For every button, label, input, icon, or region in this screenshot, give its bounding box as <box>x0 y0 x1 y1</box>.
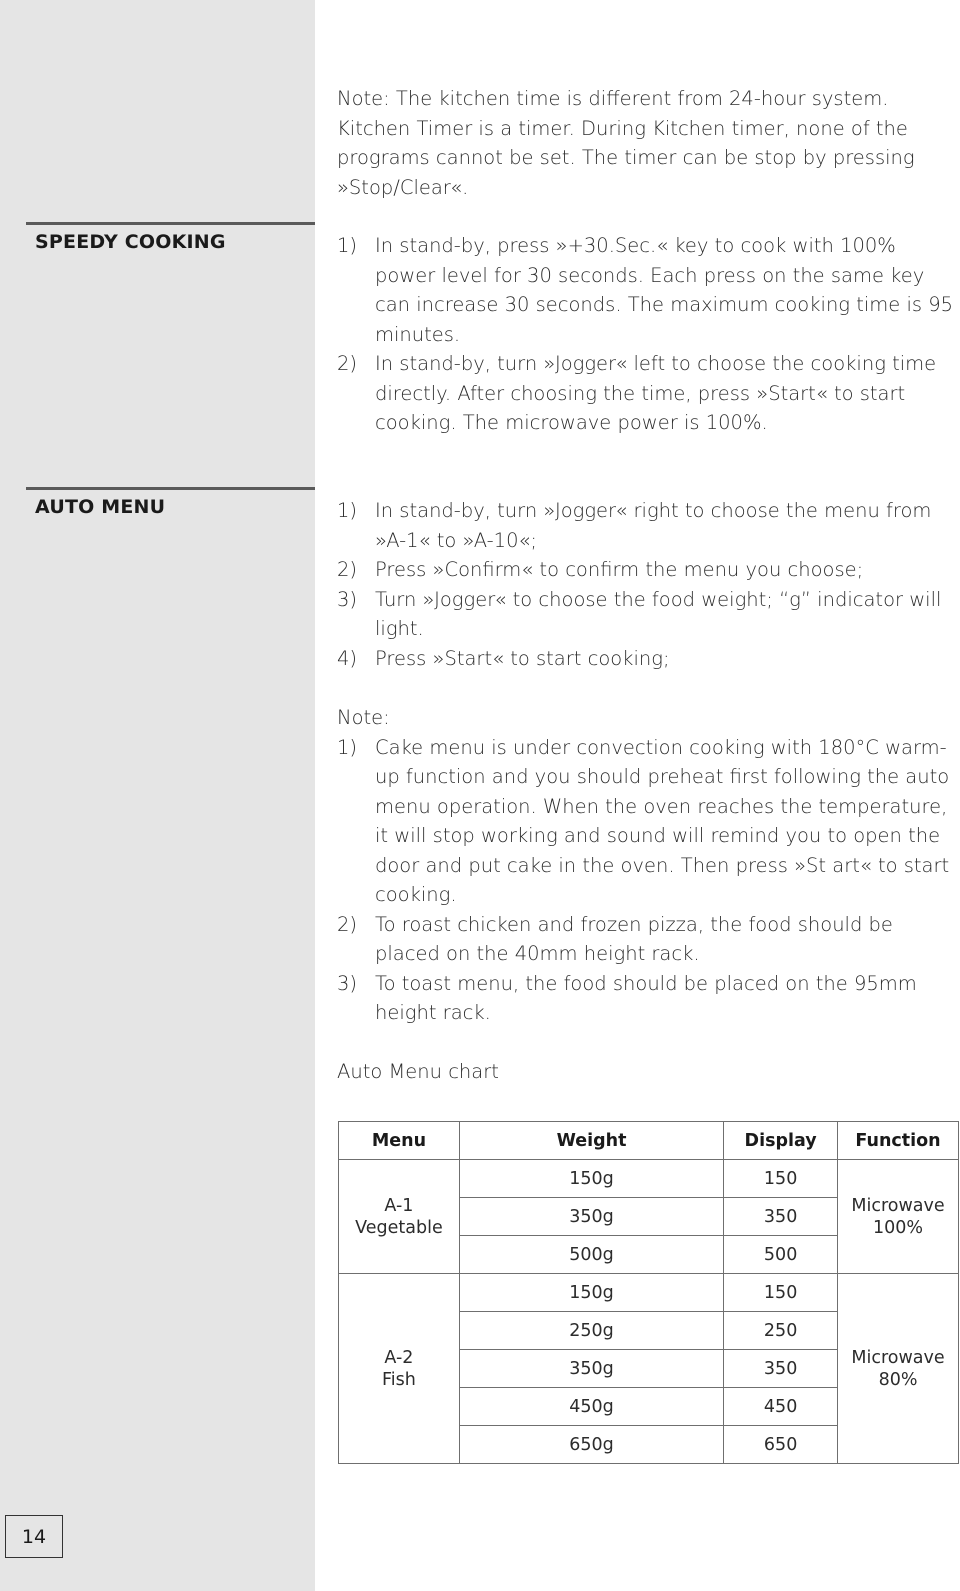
step-text: In stand-by, press »+30.Sec.« key to cook with 100% power level for 30 seconds. Each press on the same key can increase 30 seconds. The maximum cooking time is 95 minutes. <box>375 234 954 346</box>
step-number: 2) <box>337 352 358 375</box>
step-number: 4) <box>337 646 358 670</box>
display-cell: 350 <box>724 1198 838 1236</box>
display-cell: 150 <box>724 1274 838 1312</box>
list-item <box>337 349 957 438</box>
function-mode: Microwave <box>851 1195 945 1216</box>
section-divider-speedy <box>26 222 315 225</box>
column-header-menu: Menu <box>339 1122 460 1160</box>
step-number: 1) <box>337 234 358 257</box>
step-text: In stand-by, turn »Jogger« left to choose the cooking time directly. After choosing the time, press »Start« to start cooking. The microwave power is 100%. <box>375 352 937 434</box>
table-header-row <box>339 1122 959 1160</box>
note-text: To roast chicken and frozen pizza, the food should be placed on the 40mm height rack. <box>375 912 893 965</box>
list-item <box>337 555 957 585</box>
step-text: In stand-by, turn »Jogger« right to choose the menu from »A-1« to »A-10«; <box>375 499 932 552</box>
weight-cell: 150g <box>459 1274 723 1312</box>
weight-cell: 450g <box>459 1388 723 1426</box>
step-text: Press »Confirm« to confirm the menu you choose; <box>375 558 864 581</box>
function-cell <box>838 1274 959 1464</box>
menu-cell <box>339 1160 460 1274</box>
speedy-cooking-steps <box>337 231 957 438</box>
section-divider-auto <box>26 487 315 490</box>
auto-menu-steps <box>337 496 957 673</box>
auto-menu-table <box>338 1121 959 1464</box>
column-header-function: Function <box>838 1122 959 1160</box>
list-item <box>337 585 957 644</box>
weight-cell: 250g <box>459 1312 723 1350</box>
auto-menu-notes <box>337 703 957 1028</box>
note-number: 2) <box>337 912 358 936</box>
auto-menu-chart-title: Auto Menu chart <box>337 1060 499 1083</box>
display-cell: 650 <box>724 1426 838 1464</box>
weight-cell: 150g <box>459 1160 723 1198</box>
note-label: Note: <box>337 706 390 729</box>
weight-cell: 350g <box>459 1350 723 1388</box>
list-item <box>337 969 957 1028</box>
menu-code: A-1 <box>384 1195 414 1216</box>
function-power: 100% <box>873 1217 924 1238</box>
menu-name: Vegetable <box>355 1217 443 1238</box>
display-cell: 450 <box>724 1388 838 1426</box>
function-cell <box>838 1160 959 1274</box>
display-cell: 250 <box>724 1312 838 1350</box>
display-cell: 500 <box>724 1236 838 1274</box>
note-text: To toast menu, the food should be placed on the 95mm height rack. <box>375 971 917 1024</box>
step-text: Press »Start« to start cooking; <box>375 646 670 670</box>
table-row <box>339 1160 959 1198</box>
speedy-cooking-heading: SPEEDY COOKING <box>35 231 226 253</box>
display-cell: 350 <box>724 1350 838 1388</box>
function-mode: Microwave <box>851 1347 945 1368</box>
auto-menu-heading: AUTO MENU <box>35 496 166 518</box>
menu-code: A-2 <box>384 1347 414 1368</box>
table-row <box>339 1274 959 1312</box>
note-number: 3) <box>337 971 358 995</box>
list-item <box>337 644 957 674</box>
menu-name: Fish <box>382 1369 416 1390</box>
weight-cell: 650g <box>459 1426 723 1464</box>
weight-cell: 350g <box>459 1198 723 1236</box>
list-item <box>337 910 957 969</box>
list-item <box>337 733 957 910</box>
kitchen-timer-note: Note: The kitchen time is different from 24-hour system. Kitchen Timer is a timer. During Kitchen timer, none of the programs cannot be set. The timer can be stop by pressing »Stop/Clear«. <box>337 87 915 199</box>
menu-cell <box>339 1274 460 1464</box>
page-number: 14 <box>5 1515 63 1558</box>
column-header-display: Display <box>724 1122 838 1160</box>
step-number: 3) <box>337 587 358 611</box>
note-number: 1) <box>337 735 358 759</box>
note-text: Cake menu is under convection cooking with 180°C warm-up function and you should preheat first following the auto menu operation. When the oven reaches the temperature, it will stop working and sound will remind you to open the door and put cake in the oven. Then press »St art« to start cooking. <box>375 735 950 906</box>
step-number: 2) <box>337 558 358 581</box>
step-number: 1) <box>337 499 358 522</box>
step-text: Turn »Jogger« to choose the food weight; “g” indicator will light. <box>375 587 942 640</box>
list-item <box>337 496 957 555</box>
display-cell: 150 <box>724 1160 838 1198</box>
column-header-weight: Weight <box>459 1122 723 1160</box>
weight-cell: 500g <box>459 1236 723 1274</box>
note-list <box>337 733 957 1028</box>
list-item <box>337 231 957 349</box>
function-power: 80% <box>878 1369 918 1390</box>
